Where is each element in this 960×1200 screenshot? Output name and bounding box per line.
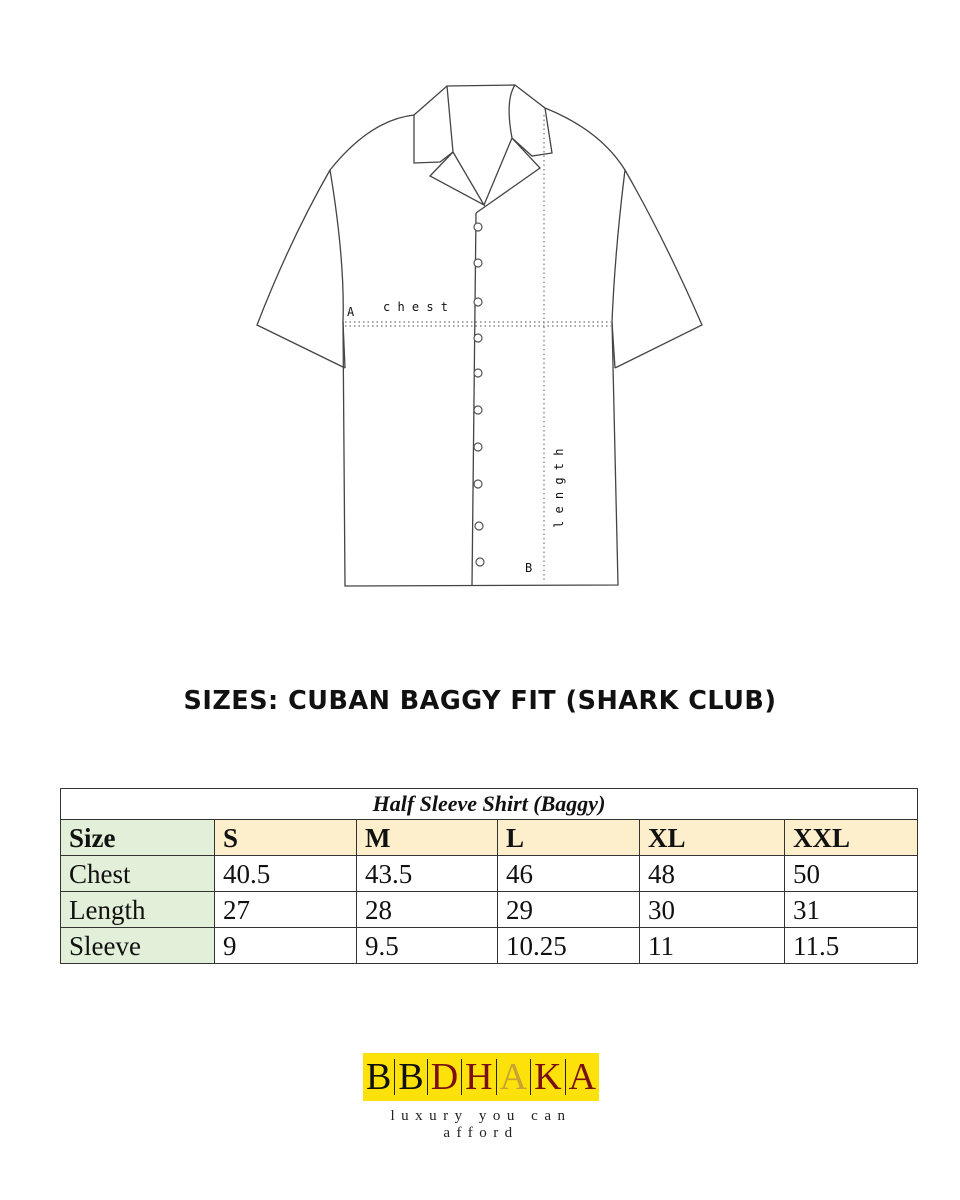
cell: 29 (498, 892, 640, 928)
cell: 30 (640, 892, 785, 928)
lapel-right (476, 138, 540, 213)
cell: 31 (785, 892, 918, 928)
cell: 48 (640, 856, 785, 892)
header-l: L (498, 820, 640, 856)
header-size: Size (61, 820, 215, 856)
logo-letter: H (465, 1056, 493, 1098)
cell: 9 (215, 928, 357, 964)
table-row (61, 856, 918, 892)
cell: 9.5 (357, 928, 498, 964)
table-row (61, 928, 918, 964)
left-sleeve (257, 170, 345, 368)
logo-letter: B (398, 1056, 424, 1098)
cell: 10.25 (498, 928, 640, 964)
cell: 50 (785, 856, 918, 892)
cell: 46 (498, 856, 640, 892)
point-b-label: B (525, 561, 533, 575)
table-header-row (61, 820, 918, 856)
lapel-left (430, 152, 484, 205)
page-title: SIZES: CUBAN BAGGY FIT (SHARK CLUB) (183, 686, 777, 716)
collar-right (509, 85, 552, 156)
table-caption: Half Sleeve Shirt (Baggy) (61, 789, 918, 820)
logo-letter: B (366, 1056, 392, 1098)
cell: 11.5 (785, 928, 918, 964)
chest-label: c h e s t (383, 300, 449, 314)
brand-logo (363, 1053, 599, 1101)
logo-letter: A (568, 1056, 596, 1098)
header-xl: XL (640, 820, 785, 856)
table-row (61, 892, 918, 928)
point-a-label: A (347, 305, 355, 319)
header-s: S (215, 820, 357, 856)
row-label-length: Length (61, 892, 215, 928)
header-xxl: XXL (785, 820, 918, 856)
cell: 11 (640, 928, 785, 964)
cell: 40.5 (215, 856, 357, 892)
cell: 43.5 (357, 856, 498, 892)
brand-tagline: luxury you can afford (390, 1108, 572, 1141)
length-label: l e n g t h (552, 448, 566, 528)
cell: 28 (357, 892, 498, 928)
logo-letter: D (430, 1056, 459, 1098)
right-sleeve (612, 170, 702, 368)
logo-letter: A (499, 1056, 528, 1098)
row-label-sleeve: Sleeve (61, 928, 215, 964)
cell: 27 (215, 892, 357, 928)
header-m: M (357, 820, 498, 856)
row-label-chest: Chest (61, 856, 215, 892)
placket-line (472, 213, 476, 585)
logo-letter: K (534, 1056, 562, 1098)
size-chart-table (60, 788, 918, 964)
